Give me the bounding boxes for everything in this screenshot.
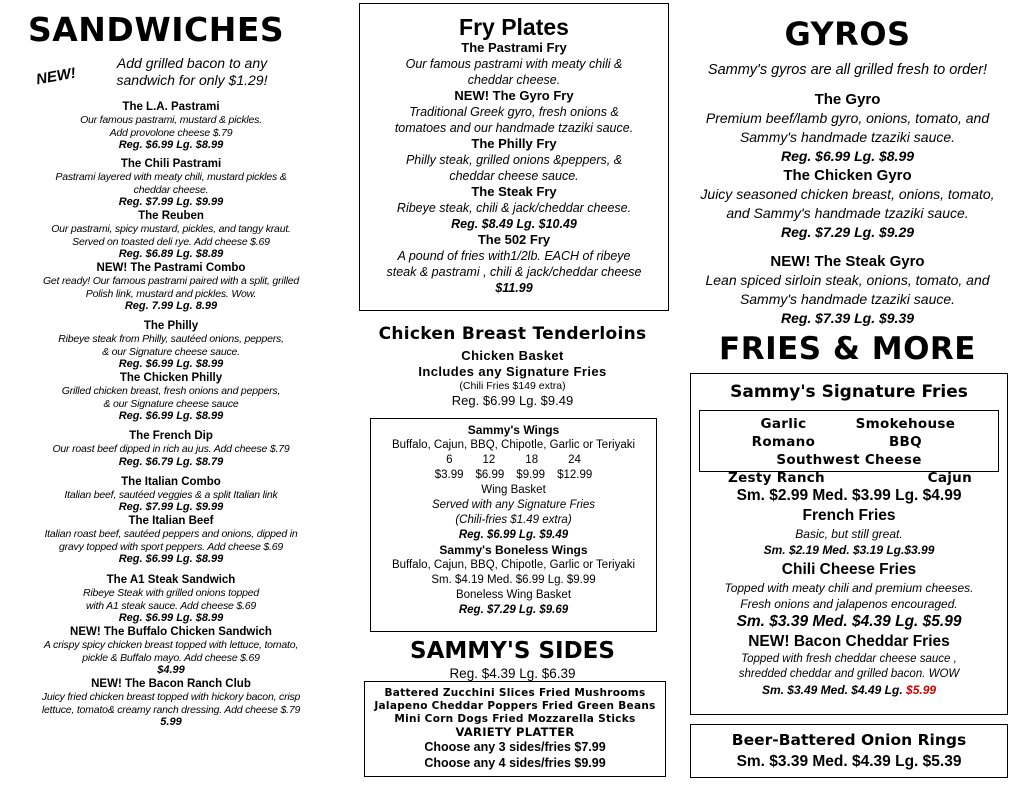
gyro-name: NEW! The Steak Gyro [770,253,925,270]
flavor-smokehouse-bbq: Smokehouse BBQ [855,416,956,450]
sandwich-desc: Ribeye steak from Philly, sautéed onions, peppers, [58,333,284,345]
flavor-southwest-cheese: Southwest Cheese [776,452,922,468]
gyro-item [675,252,1020,328]
wing-basket-desc: Served with any Signature Fries [432,499,595,511]
fries-box [690,373,1008,715]
sandwich-name: The Reuben [138,210,204,222]
chili-cheese-fries-name: Chili Cheese Fries [781,561,917,578]
sandwich-item [6,475,336,515]
gyro-price: Reg. $6.99 Lg. $8.99 [780,148,915,164]
wings-count: 6 [446,454,453,466]
sandwich-price: Reg. $6.99 Lg. $8.99 [118,139,224,151]
gyros-subtitle: Sammy's gyros are all grilled fresh to order! [707,62,988,78]
fry-desc: tomatoes and our handmade tzaziki sauce. [394,121,634,135]
sandwich-price: Reg. $6.99 Lg. $8.99 [118,358,224,370]
gyro-price: Reg. $7.29 Lg. $9.29 [780,224,915,240]
wings-counts [371,453,656,468]
boneless-basket-name: Boneless Wing Basket [455,589,572,601]
sandwich-price: Reg. $6.79 Lg. $8.79 [118,455,224,468]
tenderloins-block [356,348,669,409]
sandwich-desc: Polish link, mustard and pickles. Wow. [85,287,257,300]
fries-more-title: FRIES & MORE [719,331,976,367]
sandwich-item [6,429,336,469]
bacon-price-sm-med: Sm. $3.49 Med. $4.49 Lg. [761,683,903,697]
wings-count: 12 [482,454,496,466]
sandwich-price: $4.99 [157,664,185,676]
fry-item [360,232,668,296]
fry-desc: steak & pastrami , chili & jack/cheddar cheese [386,265,642,279]
onion-rings-box [690,724,1008,778]
sandwich-name: The Philly [143,320,199,332]
sandwich-item [6,625,336,677]
french-fries-price: Sm. $2.19 Med. $3.19 Lg.$3.99 [763,543,935,557]
sandwich-price: Reg. $7.99 Lg. $9.99 [118,196,224,208]
sandwiches-title: SANDWICHES [28,10,285,49]
sides-title: SAMMY'S SIDES [410,638,615,664]
fry-item [360,88,668,136]
sandwich-price: Reg. $6.89 Lg. $8.89 [118,248,224,260]
sides-box [364,681,666,777]
flavor-row [700,415,998,451]
fry-desc: Ribeye steak, chili & jack/cheddar cheese. [396,201,632,215]
boneless-wings-flavors: Buffalo, Cajun, BBQ, Chipotle, Garlic or Teriyaki [391,559,636,571]
sandwich-desc: Ribeye Steak with grilled onions topped [82,587,260,599]
sandwich-desc: Get ready! Our famous pastrami paired with a split, grilled [42,275,300,287]
sandwich-desc: cheddar cheese. [133,183,209,196]
sandwich-name: NEW! The Bacon Ranch Club [91,678,251,690]
sandwich-desc: A crispy spicy chicken breast topped with lettuce, tomato, [43,639,299,651]
fry-desc: A pound of fries with1/2lb. EACH of ribeye [397,249,631,263]
gyro-item [675,90,1020,166]
sandwich-name: The Italian Beef [128,515,214,527]
wings-flavors: Buffalo, Cajun, BBQ, Chipotle, Garlic or Teriyaki [391,439,636,451]
sandwich-price: Reg. $6.99 Lg. $8.99 [118,553,224,565]
chicken-basket-label: Chicken Basket [461,348,564,363]
sandwich-name: NEW! The Buffalo Chicken Sandwich [70,626,272,638]
gyro-name: The Gyro [814,91,881,108]
chili-cheese-fries-desc: Fresh onions and jalapenos encouraged. [740,597,958,611]
wing-basket-price: Reg. $6.99 Lg. $9.49 [458,529,569,541]
sandwich-name: The L.A. Pastrami [122,101,220,113]
fry-price: $11.99 [495,281,533,295]
fry-item [360,136,668,184]
wings-price: $6.99 [475,469,505,481]
wing-basket-name: Wing Basket [481,484,546,496]
sides-line: Jalapeno Cheddar Poppers Fried Green Beans [374,700,656,712]
sandwich-desc: Served on toasted deli rye. Add cheese $.69 [72,235,270,248]
sandwich-desc: & our Signature cheese sauce. [102,345,240,358]
flavor-garlic-romano: Garlic Romano [751,416,816,450]
sides-price: Reg. $4.39 Lg. $6.39 [449,666,576,681]
wings-price: $3.99 [434,469,464,481]
bacon-cheddar-fries-desc: shredded cheddar and grilled bacon. WOW [738,668,960,680]
sandwich-desc: Our roast beef dipped in rich au jus. Add cheese $.79 [52,443,290,455]
sandwich-item [6,209,336,261]
fry-desc: Traditional Greek gyro, fresh onions & [409,105,619,119]
sandwich-desc: Juicy fried chicken breast topped with hickory bacon, crisp [41,691,301,703]
gyro-item [675,166,1020,242]
gyro-name: The Chicken Gyro [783,167,912,184]
sandwich-name: The Italian Combo [121,475,221,488]
boneless-wings-price: Sm. $4.19 Med. $6.99 Lg. $9.99 [431,574,596,586]
chili-cheese-fries-desc: Topped with meaty chili and premium cheeses. [724,581,974,595]
fry-desc: cheddar cheese sauce. [449,169,579,183]
sandwich-item [6,573,336,625]
gyro-desc: and Sammy's handmade tzaziki sauce. [726,205,969,221]
sandwich-desc: Our famous pastrami, mustard & pickles. [80,114,262,126]
fry-price: Reg. $8.49 Lg. $10.49 [451,217,577,231]
bacon-cheddar-fries-name: NEW! Bacon Cheddar Fries [748,633,950,650]
sandwich-desc: gravy topped with sport peppers. Add cheese $.69 [58,540,284,553]
wing-basket-note: (Chili-fries $1.49 extra) [455,514,572,526]
sandwich-price: Reg. $7.99 Lg. $9.99 [118,501,224,513]
sandwich-item [6,677,336,729]
boneless-basket-price: Reg. $7.29 Lg. $9.69 [458,604,569,616]
includes-fries-label: Includes any Signature Fries [418,364,607,379]
sandwich-desc: Italian roast beef, sautéed peppers and onions, dipped in [44,528,298,540]
flavor-cajun: Cajun [927,470,972,486]
chili-fries-note: (Chili Fries $149 extra) [459,380,566,392]
fry-name: NEW! The Gyro Fry [454,88,574,103]
sandwich-price: Reg. 7.99 Lg. 8.99 [124,300,218,312]
gyro-desc: Sammy's handmade tzaziki sauce. [739,129,956,145]
fry-desc: Philly steak, grilled onions &peppers, & [405,153,623,167]
tenderloins-price: Reg. $6.99 Lg. $9.49 [451,393,574,408]
wings-price: $12.99 [557,469,593,481]
wings-count: 18 [525,454,539,466]
spacer [675,242,1020,252]
onion-rings-price: Sm. $3.39 Med. $4.39 Lg. $5.39 [736,753,962,770]
signature-fries-price: Sm. $2.99 Med. $3.99 Lg. $4.99 [736,487,962,504]
sandwich-name: The Chicken Philly [119,372,223,384]
fry-plates-box [359,3,669,311]
sandwich-desc: & our Signature cheese sauce [103,397,239,410]
gyro-price: Reg. $7.39 Lg. $9.39 [780,310,915,326]
fry-name: The 502 Fry [477,232,551,247]
sandwich-item [6,100,336,152]
gyro-desc: Juicy seasoned chicken breast, onions, tomato, [700,186,995,202]
sandwich-item [6,157,336,209]
fry-plates-title: Fry Plates [459,14,569,40]
sandwich-desc: Our pastrami, spicy mustard, pickles, and tangy kraut. [51,223,291,235]
sandwich-price: Reg. $6.99 Lg. $8.99 [118,612,224,624]
sandwich-price: 5.99 [160,716,182,728]
sides-line: Battered Zucchini Slices Fried Mushrooms [384,687,646,699]
sandwich-list [6,100,336,729]
fry-desc: cheddar cheese. [467,73,561,87]
bacon-price-lg: $5.99 [906,683,937,697]
fries-flavor-box [699,410,999,486]
french-fries-name: French Fries [802,507,896,524]
sandwich-name: The Chili Pastrami [120,158,222,170]
flavor-zesty-ranch: Zesty Ranch [728,470,825,486]
gyro-desc: Lean spiced sirloin steak, onions, tomato, and [705,272,990,288]
wings-name: Sammy's Wings [467,423,560,437]
sandwich-item [6,371,336,423]
sandwich-desc: Pastrami layered with meaty chili, mustard pickles & [55,171,287,183]
tenderloins-title: Chicken Breast Tenderloins [378,324,647,344]
sandwich-item [6,514,336,566]
signature-fries-title: Sammy's Signature Fries [730,382,968,402]
sandwich-desc: with A1 steak sauce. Add cheese $.69 [85,599,257,612]
gyro-desc: Premium beef/lamb gyro, onions, tomato, and [705,110,990,126]
choose-4-sides: Choose any 4 sides/fries $9.99 [424,756,606,770]
wings-box [370,418,657,632]
sandwich-name: The A1 Steak Sandwich [106,574,236,586]
sandwich-name: The French Dip [129,430,213,442]
wings-count: 24 [568,454,581,466]
sandwich-desc: lettuce, tomato& creamy ranch dressing. Add cheese $.79 [41,703,301,716]
sandwich-name: NEW! The Pastrami Combo [96,262,246,274]
sides-line: Mini Corn Dogs Fried Mozzarella Sticks [394,713,636,725]
variety-platter-label: VARIETY PLATTER [455,725,575,739]
fry-item [360,40,668,88]
gyros-list [675,90,1020,328]
bacon-cheddar-fries-price [691,682,1007,698]
bacon-note: Add grilled bacon to any sandwich for only $1.29! [116,55,268,88]
sandwich-item [6,319,336,371]
sandwich-item [6,261,336,313]
choose-3-sides: Choose any 3 sides/fries $7.99 [424,740,606,754]
sandwich-price: Reg. $6.99 Lg. $8.99 [118,410,224,422]
fry-item [360,184,668,232]
fry-name: The Steak Fry [471,184,557,199]
fry-desc: Our famous pastrami with meaty chili & [405,57,623,71]
onion-rings-title: Beer-Battered Onion Rings [731,731,967,749]
sandwich-desc: Italian beef, sautéed veggies & a split Italian link [64,488,278,501]
flavor-row [700,469,998,487]
french-fries-desc: Basic, but still great. [795,527,903,541]
fries-content [691,486,1007,698]
bacon-cheddar-fries-desc: Topped with fresh cheddar cheese sauce , [741,653,957,665]
new-badge: NEW! [34,64,78,89]
sandwich-desc: pickle & Buffalo mayo. Add cheese $.69 [82,651,260,664]
gyros-title: GYROS [784,15,911,53]
wings-prices [371,468,656,483]
boneless-wings-name: Sammy's Boneless Wings [439,543,588,557]
wings-price: $9.99 [516,469,546,481]
sandwich-desc: Add provolone cheese $.79 [109,126,233,139]
sandwich-desc: Grilled chicken breast, fresh onions and peppers, [61,385,281,397]
gyro-desc: Sammy's handmade tzaziki sauce. [739,291,956,307]
fry-name: The Philly Fry [471,136,557,151]
chili-cheese-fries-price: Sm. $3.39 Med. $4.39 Lg. $5.99 [736,613,962,630]
fry-name: The Pastrami Fry [461,40,567,55]
